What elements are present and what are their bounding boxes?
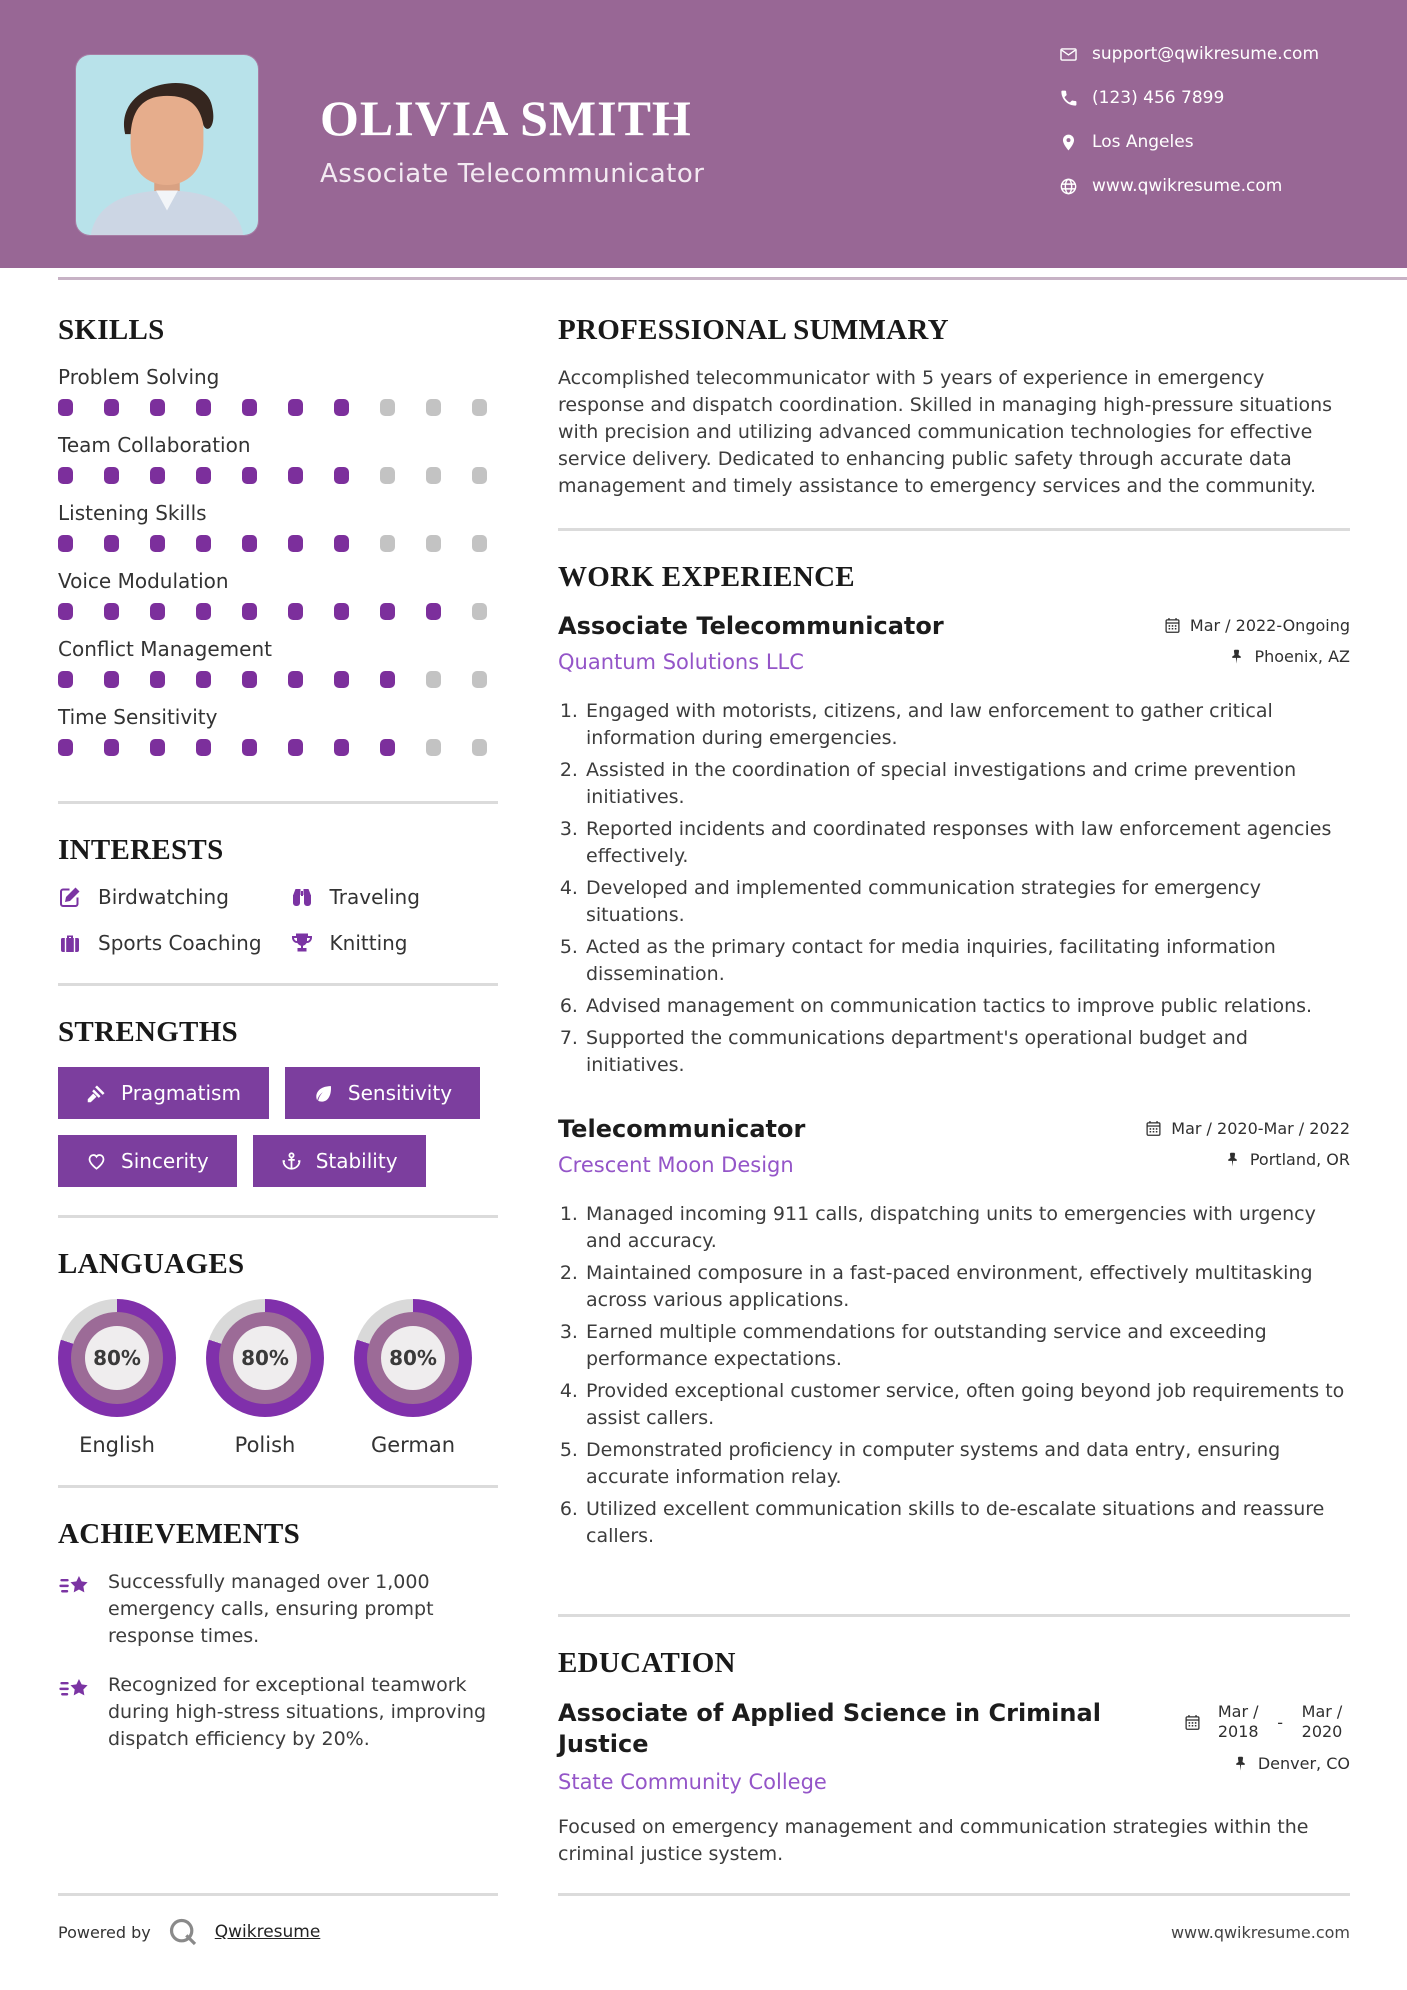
skill-dot-empty (472, 399, 487, 416)
skill-dot-filled (288, 399, 303, 416)
skill-label: Conflict Management (58, 637, 272, 661)
skills-section (58, 314, 498, 773)
contact-value: (123) 456 7899 (1092, 88, 1225, 108)
interest-label: Traveling (329, 885, 420, 909)
skill-dot-filled (196, 739, 211, 756)
header (0, 0, 1407, 268)
skill-row (58, 501, 498, 552)
achievements-section (58, 1518, 498, 1775)
skill-dot-filled (334, 467, 349, 484)
skill-dot-filled (242, 535, 257, 552)
location-pin-icon (1059, 133, 1078, 152)
skills-list (58, 365, 498, 756)
skill-row (58, 433, 498, 484)
skill-row (58, 365, 498, 416)
sidebar-divider (58, 1485, 498, 1488)
job-point: 5. Acted as the primary contact for media inquiries, facilitating information dissemination. (584, 934, 1350, 988)
heart-icon (86, 1151, 107, 1172)
job-date: Mar / 2020-Mar / 2022 (1171, 1119, 1350, 1138)
skill-dot-filled (242, 671, 257, 688)
job-entry (558, 612, 1350, 1079)
skill-dot-filled (380, 671, 395, 688)
skill-dot-filled (58, 399, 73, 416)
contact-list (1059, 44, 1319, 196)
skill-dots (58, 535, 498, 552)
achievement-text: Recognized for exceptional teamwork during high-stress situations, improving dispatch efficiency by 20%. (108, 1674, 487, 1750)
phone-icon (1059, 89, 1078, 108)
summary-title: PROFESSIONAL SUMMARY (558, 314, 949, 346)
contact-row (1059, 132, 1319, 152)
skill-dot-empty (380, 399, 395, 416)
language-label: German (370, 1433, 456, 1457)
job-point: 1. Engaged with motorists, citizens, and law enforcement to gather critical information during emergencies. (584, 698, 1350, 752)
education-title: EDUCATION (558, 1647, 736, 1679)
skill-dot-filled (288, 671, 303, 688)
language-percent: 80% (233, 1326, 297, 1390)
interest-item (58, 885, 262, 909)
qwikresume-logo-icon (167, 1916, 199, 1948)
main-divider (558, 1614, 1350, 1617)
contact-value: www.qwikresume.com (1092, 176, 1283, 196)
interest-item (58, 931, 262, 955)
school-name: State Community College (558, 1770, 827, 1795)
skill-dot-filled (426, 603, 441, 620)
contact-row (1059, 44, 1319, 64)
skill-dot-filled (288, 739, 303, 756)
skill-dot-filled (196, 603, 211, 620)
strength-label: Sensitivity (347, 1081, 453, 1105)
binoculars-icon (290, 885, 314, 909)
job-head-left (558, 1115, 805, 1177)
skill-dot-filled (58, 671, 73, 688)
education-description: Focused on emergency management and communication strategies within the criminal justice system. (558, 1816, 1309, 1866)
job-meta (1145, 1115, 1350, 1169)
language-gauge (354, 1299, 472, 1417)
work-experience-section (558, 561, 1350, 1586)
calendar-icon (1145, 1120, 1162, 1137)
achievement-item (58, 1569, 498, 1650)
achievements-title: ACHIEVEMENTS (58, 1518, 301, 1550)
skill-dot-empty (426, 399, 441, 416)
skill-dot-empty (426, 467, 441, 484)
skill-dot-filled (104, 671, 119, 688)
interest-label: Sports Coaching (98, 931, 262, 955)
main-divider (558, 528, 1350, 531)
job-title: Telecommunicator (558, 1115, 806, 1143)
work-experience-title: WORK EXPERIENCE (558, 561, 855, 593)
job-point: 4. Provided exceptional customer service, often going beyond job requirements to assist callers. (584, 1378, 1350, 1432)
contact-row (1059, 176, 1319, 196)
interests-title: INTERESTS (58, 834, 224, 866)
skill-dot-empty (426, 671, 441, 688)
skill-dot-filled (104, 399, 119, 416)
skill-row (58, 705, 498, 756)
language-gauge (58, 1299, 176, 1417)
skill-dot-filled (150, 535, 165, 552)
skill-row (58, 569, 498, 620)
skill-dot-empty (472, 739, 487, 756)
language-gauge-ring (219, 1312, 311, 1404)
skill-dot-filled (150, 399, 165, 416)
interest-label: Knitting (329, 931, 408, 955)
strength-label: Pragmatism (121, 1081, 241, 1105)
skill-dot-filled (242, 603, 257, 620)
job-point: 6. Advised management on communication tactics to improve public relations. (584, 993, 1350, 1020)
qwikresume-link[interactable]: Qwikresume (214, 1922, 321, 1942)
education-date-row (1184, 1702, 1350, 1742)
skill-dot-filled (58, 603, 73, 620)
job-point: 4. Developed and implemented communication strategies for emergency situations. (584, 875, 1350, 929)
languages-list (58, 1299, 498, 1457)
job-point: 7. Supported the communications department's operational budget and initiatives. (584, 1025, 1350, 1079)
skill-dot-filled (150, 603, 165, 620)
skill-dot-empty (472, 467, 487, 484)
language-percent: 80% (381, 1326, 445, 1390)
skill-dot-empty (472, 671, 487, 688)
shooting-star-icon (58, 1674, 92, 1708)
language-label: English (79, 1433, 155, 1457)
calendar-icon (1184, 1714, 1201, 1731)
pen-square-icon (58, 885, 82, 909)
company-name: Crescent Moon Design (558, 1153, 794, 1177)
leaf-icon (313, 1083, 334, 1104)
sidebar-divider (58, 801, 498, 804)
job-point: 5. Demonstrated proficiency in computer systems and data entry, ensuring accurate information relay. (584, 1437, 1350, 1491)
company-name: Quantum Solutions LLC (558, 650, 804, 674)
skill-dot-filled (196, 671, 211, 688)
education-meta (1184, 1698, 1350, 1773)
job-point: 2. Maintained composure in a fast-paced environment, effectively multitasking across various applications. (584, 1260, 1350, 1314)
skill-dot-filled (58, 739, 73, 756)
job-head (558, 1115, 1350, 1177)
strength-badge (58, 1135, 237, 1187)
sidebar-divider (58, 983, 498, 986)
interests-section (58, 834, 498, 955)
person-job-title: Associate Telecommunicator (320, 158, 705, 189)
job-points (558, 698, 1350, 1079)
footer-site-url: www.qwikresume.com (1170, 1922, 1350, 1942)
job-point: 1. Managed incoming 911 calls, dispatching units to emergencies with urgency and accuracy. (584, 1201, 1350, 1255)
education-section (558, 1647, 1350, 1868)
skill-dot-filled (242, 739, 257, 756)
job-head-left (558, 612, 944, 674)
skill-dots (58, 467, 498, 484)
skill-dot-filled (196, 399, 211, 416)
skill-dot-filled (288, 535, 303, 552)
education-location-row (1232, 1754, 1350, 1773)
summary-text: Accomplished telecommunicator with 5 years of experience in emergency response and dispatch coordination. Skilled in managing high-pressure situations with precision and utilizing advanced communication technologies for effective service delivery. Dedicated to enhancing public safety through accurate data management and timely assistance to emergency services and the community. (558, 367, 1333, 497)
skill-dots (58, 671, 498, 688)
education-start-date: Mar / 2018 (1217, 1702, 1259, 1741)
profile-photo (76, 55, 258, 235)
skill-dot-filled (334, 399, 349, 416)
languages-section (58, 1248, 498, 1457)
skill-dot-filled (242, 467, 257, 484)
achievements-list (58, 1569, 498, 1753)
skill-dot-filled (334, 603, 349, 620)
powered-by-label: Powered by (58, 1922, 151, 1942)
achievement-text: Successfully managed over 1,000 emergency calls, ensuring prompt response times. (108, 1571, 434, 1647)
interest-label: Birdwatching (98, 885, 229, 909)
content-columns (0, 280, 1407, 1896)
interest-item (290, 931, 420, 955)
education-location: Denver, CO (1257, 1754, 1350, 1773)
pushpin-icon (1232, 1755, 1249, 1772)
pushpin-icon (1228, 648, 1245, 665)
sidebar-divider (58, 1215, 498, 1218)
summary-section (558, 314, 1350, 500)
degree-name: Associate of Applied Science in Criminal Justice (558, 1699, 1101, 1759)
job-date-row (1164, 616, 1350, 635)
skill-dot-filled (104, 535, 119, 552)
job-location-row (1224, 1150, 1350, 1169)
job-point: 3. Reported incidents and coordinated responses with law enforcement agencies effectively. (584, 816, 1350, 870)
skill-dots (58, 399, 498, 416)
job-location: Portland, OR (1249, 1150, 1350, 1169)
strengths-section (58, 1016, 498, 1187)
skill-dots (58, 739, 498, 756)
skill-dot-empty (426, 535, 441, 552)
jobs-list (558, 612, 1350, 1550)
job-head (558, 612, 1350, 674)
main-column (558, 314, 1350, 1896)
skill-label: Voice Modulation (58, 569, 229, 593)
skill-dot-filled (104, 739, 119, 756)
skill-dot-filled (380, 603, 395, 620)
job-point: 6. Utilized excellent communication skills to de-escalate situations and reassure callers. (584, 1496, 1350, 1550)
anchor-icon (281, 1151, 302, 1172)
language-gauge (206, 1299, 324, 1417)
skill-label: Time Sensitivity (58, 705, 218, 729)
job-location-row (1228, 647, 1350, 666)
skill-dot-filled (380, 739, 395, 756)
education-end-date: Mar / 2020 (1301, 1702, 1343, 1741)
language-label: Polish (234, 1433, 296, 1457)
skill-dot-filled (334, 739, 349, 756)
left-sidebar (58, 314, 498, 1896)
skill-dot-filled (288, 467, 303, 484)
skill-dot-filled (150, 467, 165, 484)
pushpin-icon (1224, 1151, 1241, 1168)
skill-dot-filled (334, 535, 349, 552)
language-gauge-ring (367, 1312, 459, 1404)
skill-dot-empty (380, 535, 395, 552)
strength-label: Sincerity (121, 1149, 209, 1173)
job-title: Associate Telecommunicator (558, 612, 944, 640)
skill-dot-filled (150, 671, 165, 688)
trophy-icon (290, 931, 314, 955)
language-item (206, 1299, 324, 1457)
skill-dot-filled (196, 535, 211, 552)
language-gauge-ring (71, 1312, 163, 1404)
education-left (558, 1698, 1118, 1794)
job-location: Phoenix, AZ (1254, 647, 1350, 666)
strengths-list (58, 1067, 498, 1187)
skill-dot-filled (334, 671, 349, 688)
briefcase-icon (58, 931, 82, 955)
language-item (58, 1299, 176, 1457)
contact-value: Los Angeles (1092, 132, 1194, 152)
skill-dot-filled (58, 535, 73, 552)
strength-badge (253, 1135, 426, 1187)
skill-dot-filled (150, 739, 165, 756)
skill-dot-empty (472, 603, 487, 620)
language-item (354, 1299, 472, 1457)
education-date-separator: - (1277, 1712, 1283, 1732)
skill-row (58, 637, 498, 688)
job-point: 2. Assisted in the coordination of special investigations and crime prevention initiatives. (584, 757, 1350, 811)
interests-list (58, 885, 498, 955)
skill-label: Team Collaboration (58, 433, 251, 457)
skill-label: Problem Solving (58, 365, 220, 389)
contact-row (1059, 88, 1319, 108)
skill-dot-filled (288, 603, 303, 620)
globe-icon (1059, 177, 1078, 196)
strengths-title: STRENGTHS (58, 1016, 238, 1048)
job-date-row (1145, 1119, 1350, 1138)
strength-label: Stability (315, 1149, 398, 1173)
contact-value: support@qwikresume.com (1092, 44, 1319, 64)
identity-block (320, 92, 704, 189)
skill-dots (58, 603, 498, 620)
job-meta (1164, 612, 1350, 666)
person-name: OLIVIA SMITH (320, 90, 692, 146)
skill-dot-filled (58, 467, 73, 484)
skill-dot-filled (104, 603, 119, 620)
calendar-icon (1164, 617, 1181, 634)
envelope-icon (1059, 45, 1078, 64)
job-entry (558, 1115, 1350, 1550)
skill-label: Listening Skills (58, 501, 207, 525)
interest-item (290, 885, 420, 909)
job-date: Mar / 2022-Ongoing (1189, 616, 1350, 635)
powered-by-block (58, 1916, 320, 1948)
education-head (558, 1698, 1350, 1794)
skill-dot-empty (426, 739, 441, 756)
strength-badge (58, 1067, 269, 1119)
language-percent: 80% (85, 1326, 149, 1390)
skill-dot-filled (242, 399, 257, 416)
job-point: 3. Earned multiple commendations for outstanding service and exceeding performance expectations. (584, 1319, 1350, 1373)
gavel-icon (86, 1083, 107, 1104)
job-points (558, 1201, 1350, 1550)
skill-dot-filled (196, 467, 211, 484)
footer (0, 1896, 1407, 1990)
languages-title: LANGUAGES (58, 1248, 245, 1280)
skills-title: SKILLS (58, 314, 165, 346)
achievement-item (58, 1672, 498, 1753)
skill-dot-filled (104, 467, 119, 484)
strength-badge (285, 1067, 480, 1119)
skill-dot-empty (472, 535, 487, 552)
shooting-star-icon (58, 1571, 92, 1605)
skill-dot-empty (380, 467, 395, 484)
